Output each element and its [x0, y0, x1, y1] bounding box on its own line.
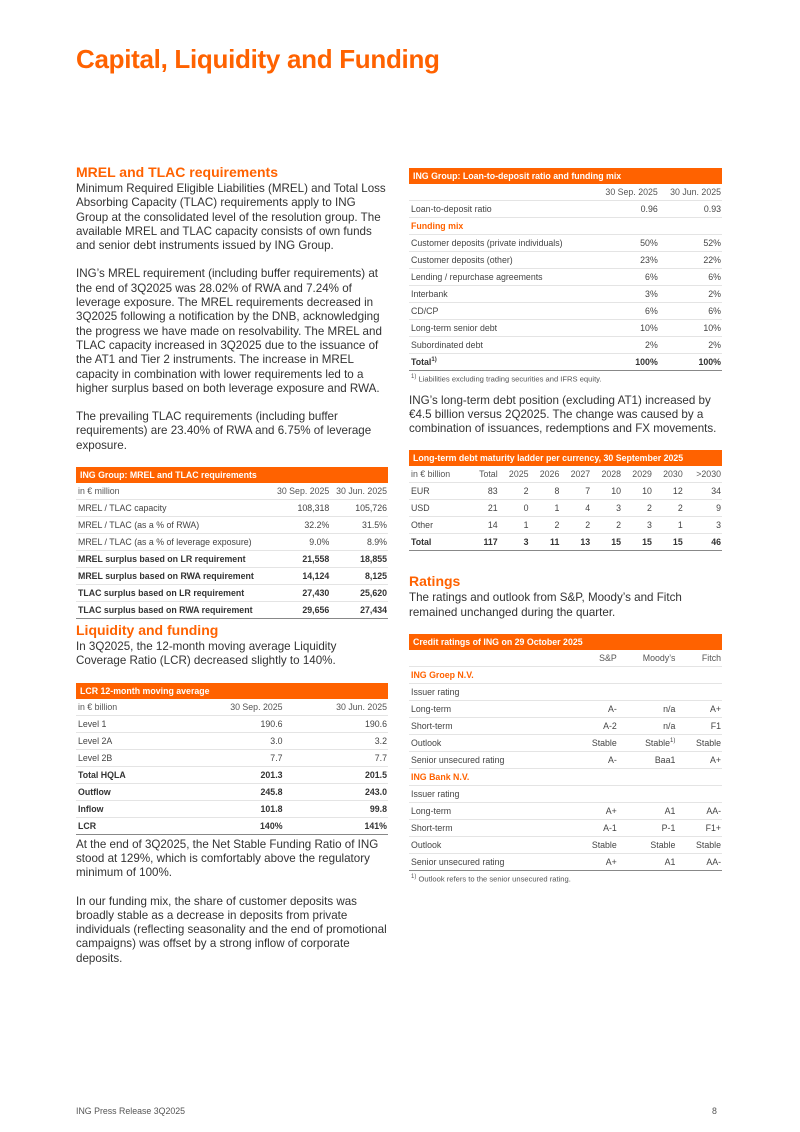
- table-row: [76, 817, 388, 834]
- cell-value: Stable: [572, 837, 618, 854]
- ratings-footnote: $^{1)}$ Outlook refers to the senior unsecured rating.: [411, 874, 571, 884]
- row-label: Senior unsecured rating: [409, 854, 572, 871]
- cell-value: 3: [499, 534, 530, 551]
- cell-value: 2: [530, 517, 561, 534]
- table-row: [409, 483, 722, 500]
- cell-value: 2: [560, 517, 591, 534]
- table-row: [409, 718, 722, 735]
- table-header-row: [76, 483, 388, 500]
- column-header: 30 Jun. 2025: [330, 483, 388, 500]
- liquidity-heading: Liquidity and funding: [76, 622, 219, 639]
- cell-value: n/a: [618, 718, 677, 735]
- row-label: Short-term: [409, 718, 572, 735]
- cell-value: 243.0: [284, 783, 388, 800]
- mrel-paragraph-1: Minimum Required Eligible Liabilities (MREL) and Total Loss Absorbing Capacity (TLAC) requirements apply to ING Group at the consolidated level of the resolution group. The available MREL and TLAC capacity consists of own funds and senior debt instruments issued by ING Group.: [76, 182, 386, 253]
- ratings-paragraph: The ratings and outlook from S&P, Moody’s and Fitch remained unchanged during the quarter.: [409, 591, 682, 619]
- cell-value: AA-: [676, 854, 722, 871]
- column-header: in € billion: [76, 699, 176, 716]
- row-label: TLAC surplus based on RWA requirement: [76, 602, 271, 619]
- cell-value: 3: [684, 517, 722, 534]
- cell-value: 8,125: [330, 568, 388, 585]
- left-column: [76, 164, 388, 980]
- row-label: Long-term: [409, 803, 572, 820]
- cell-value: 34: [684, 483, 722, 500]
- cell-value: 3.0: [176, 732, 283, 749]
- table-row: [409, 701, 722, 718]
- table-row: [76, 517, 388, 534]
- cell-value: A1: [618, 854, 677, 871]
- cell-value: A-2: [572, 718, 618, 735]
- table-row: [76, 500, 388, 517]
- column-header: 30 Jun. 2025: [659, 184, 722, 201]
- maturity-table-title: Long-term debt maturity ladder per currency, 30 September 2025: [409, 450, 722, 466]
- table-row: [409, 854, 722, 871]
- cell-value: 21: [469, 500, 498, 517]
- cell-value: 52%: [659, 235, 722, 252]
- cell-value: 13: [560, 534, 591, 551]
- table-total-row: [409, 534, 722, 551]
- row-label: Outlook: [409, 837, 572, 854]
- cell-value: 10: [591, 483, 622, 500]
- row-label: Subordinated debt: [409, 337, 594, 354]
- cell-value: 140%: [176, 817, 283, 834]
- row-label: Outflow: [76, 783, 176, 800]
- mrel-table: [76, 467, 388, 619]
- table-row: [76, 732, 388, 749]
- cell-value: 32.2%: [271, 517, 330, 534]
- cell-value: Stable: [618, 837, 677, 854]
- cell-value: 190.6: [176, 715, 283, 732]
- column-header: S&P: [572, 650, 618, 667]
- table-subheader-row: [409, 769, 722, 786]
- cell-value: A+: [676, 701, 722, 718]
- right-column: [409, 168, 722, 894]
- cell-value: 2: [499, 483, 530, 500]
- cell-value: 201.3: [176, 766, 283, 783]
- cell-value: F1: [676, 718, 722, 735]
- cell-value: 0: [499, 500, 530, 517]
- maturity-table: [409, 450, 722, 551]
- cell-value: 14: [469, 517, 498, 534]
- cell-value: 3: [591, 500, 622, 517]
- column-header: Fitch: [676, 650, 722, 667]
- cell-value: 31.5%: [330, 517, 388, 534]
- table-row: [76, 749, 388, 766]
- cell-value: 15: [622, 534, 653, 551]
- row-label: Lending / repurchase agreements: [409, 269, 594, 286]
- row-label: Issuer rating: [409, 684, 722, 701]
- cell-value: AA-: [676, 803, 722, 820]
- cell-value: 6%: [659, 269, 722, 286]
- cell-value: 100%: [659, 354, 722, 371]
- table-row: [409, 337, 722, 354]
- cell-value: 101.8: [176, 800, 283, 817]
- cell-value: A+: [676, 752, 722, 769]
- cell-value: A1: [618, 803, 677, 820]
- table-header-row: [76, 699, 388, 716]
- cell-value: F1+: [676, 820, 722, 837]
- cell-value: 6%: [594, 303, 659, 320]
- table-row: [409, 235, 722, 252]
- ratings-table-title: Credit ratings of ING on 29 October 2025: [409, 634, 722, 650]
- cell-value: 27,434: [330, 602, 388, 619]
- row-label: TLAC surplus based on LR requirement: [76, 585, 271, 602]
- page-title: Capital, Liquidity and Funding: [76, 44, 440, 74]
- cell-value: 83: [469, 483, 498, 500]
- row-label: Interbank: [409, 286, 594, 303]
- row-label: Short-term: [409, 820, 572, 837]
- row-label: MREL surplus based on RWA requirement: [76, 568, 271, 585]
- table-total-row: [409, 354, 722, 371]
- cell-value: A-: [572, 752, 618, 769]
- cell-value: 1: [530, 500, 561, 517]
- row-label: Other: [409, 517, 469, 534]
- column-header: 30 Sep. 2025: [176, 699, 283, 716]
- ltd-table: [409, 168, 722, 371]
- page-number: 8: [712, 1106, 717, 1116]
- cell-value: A+: [572, 854, 618, 871]
- cell-value: 105,726: [330, 500, 388, 517]
- cell-value: 8: [530, 483, 561, 500]
- cell-value: 15: [653, 534, 684, 551]
- table-row: [409, 500, 722, 517]
- cell-value: 190.6: [284, 715, 388, 732]
- table-row: [409, 286, 722, 303]
- row-label: Inflow: [76, 800, 176, 817]
- column-header: 2029: [622, 466, 653, 483]
- mrel-paragraph-3: The prevailing TLAC requirements (including buffer requirements) are 23.40% of RWA and 6.75% of leverage exposure.: [76, 410, 372, 452]
- cell-value: 108,318: [271, 500, 330, 517]
- cell-value: 3: [622, 517, 653, 534]
- row-label: Level 2A: [76, 732, 176, 749]
- row-label: Senior unsecured rating: [409, 752, 572, 769]
- cell-value: 3.2: [284, 732, 388, 749]
- row-label: MREL surplus based on LR requirement: [76, 551, 271, 568]
- mrel-heading: MREL and TLAC requirements: [76, 164, 278, 180]
- row-label: Level 2B: [76, 749, 176, 766]
- ltd-paragraph: ING’s long-term debt position (excluding AT1) increased by €4.5 billion versus 2Q2025. The change was caused by a combination of issuances, redemptions and FX movements.: [409, 393, 717, 436]
- cell-value: 6%: [594, 269, 659, 286]
- table-header-row: [409, 184, 722, 201]
- cell-value: 4: [560, 500, 591, 517]
- column-header: [409, 184, 594, 201]
- row-label: LCR: [76, 817, 176, 834]
- row-label: Total$^{1)}$: [409, 354, 594, 371]
- cell-value: 9: [684, 500, 722, 517]
- table-row: [409, 252, 722, 269]
- cell-value: 12: [653, 483, 684, 500]
- cell-value: 29,656: [271, 602, 330, 619]
- table-row: [409, 303, 722, 320]
- table-row: [76, 585, 388, 602]
- cell-value: 0.93: [659, 201, 722, 218]
- cell-value: 6%: [659, 303, 722, 320]
- group-name: ING Groep N.V.: [409, 667, 722, 684]
- cell-value: 2: [622, 500, 653, 517]
- cell-value: 7: [560, 483, 591, 500]
- ratings-table: [409, 634, 722, 871]
- liquidity-paragraph-3: In our funding mix, the share of customer deposits was broadly stable as a decrease in deposits from private individuals (reflecting seasonality and the end of promotional campaigns) was offset by a strong inflow of corporate deposits.: [76, 894, 387, 965]
- column-header: 2025: [499, 466, 530, 483]
- cell-value: 117: [469, 534, 498, 551]
- cell-value: Stable: [676, 837, 722, 854]
- ltd-footnote: $^{1)}$ Liabilities excluding trading securities and IFRS equity.: [411, 374, 602, 384]
- table-row: [409, 684, 722, 701]
- table-row: [409, 320, 722, 337]
- cell-value: 27,430: [271, 585, 330, 602]
- cell-value: 3%: [594, 286, 659, 303]
- table-row: [409, 517, 722, 534]
- cell-value: 1: [653, 517, 684, 534]
- column-header: in € billion: [409, 466, 469, 483]
- funding-mix-label: Funding mix: [409, 218, 722, 235]
- row-label: Issuer rating: [409, 786, 722, 803]
- table-row: [409, 803, 722, 820]
- row-label: Customer deposits (private individuals): [409, 235, 594, 252]
- row-label: CD/CP: [409, 303, 594, 320]
- mrel-table-title: ING Group: MREL and TLAC requirements: [76, 467, 388, 483]
- table-row: [76, 783, 388, 800]
- row-label: MREL / TLAC capacity: [76, 500, 271, 517]
- cell-value: 15: [591, 534, 622, 551]
- table-row: [76, 766, 388, 783]
- table-row: [409, 820, 722, 837]
- ltd-table-title: ING Group: Loan-to-deposit ratio and funding mix: [409, 168, 722, 184]
- table-row: [76, 534, 388, 551]
- cell-value: 14,124: [271, 568, 330, 585]
- table-row: [409, 752, 722, 769]
- mrel-paragraph-2: ING’s MREL requirement (including buffer requirements) at the end of 3Q2025 was 28.02% of RWA and 7.24% of leverage exposure. The MREL requirements decreased in 3Q2025 following a notification by the DNB, acknowledging the progress we have made on resolvability. The MREL and TLAC capacity increased in 3Q2025 due to the issuance of the AT1 and Tier 2 instruments. The increase in MREL capacity in combination with lower requirements led to a higher surplus based on both leverage exposure and RWA.: [76, 267, 382, 395]
- cell-value: 9.0%: [271, 534, 330, 551]
- cell-value: 0.96: [594, 201, 659, 218]
- table-row: [409, 269, 722, 286]
- cell-value: 10: [622, 483, 653, 500]
- cell-value: 1: [499, 517, 530, 534]
- table-row: [409, 735, 722, 752]
- cell-value: A-1: [572, 820, 618, 837]
- column-header: 2026: [530, 466, 561, 483]
- cell-value: 2: [591, 517, 622, 534]
- cell-value: Stable: [676, 735, 722, 752]
- lcr-table: [76, 683, 388, 835]
- column-header: 30 Jun. 2025: [284, 699, 388, 716]
- table-row: [76, 568, 388, 585]
- cell-value: 2%: [659, 286, 722, 303]
- cell-value: 99.8: [284, 800, 388, 817]
- column-header: in € million: [76, 483, 271, 500]
- column-header: [409, 650, 572, 667]
- table-row: [76, 551, 388, 568]
- footer-publication: ING Press Release 3Q2025: [76, 1106, 186, 1116]
- liquidity-paragraph-2: At the end of 3Q2025, the Net Stable Funding Ratio of ING stood at 129%, which is comfortably above the regulatory minimum of 100%.: [76, 837, 379, 880]
- row-label: EUR: [409, 483, 469, 500]
- cell-value: 25,620: [330, 585, 388, 602]
- cell-value: 46: [684, 534, 722, 551]
- cell-value: 7.7: [176, 749, 283, 766]
- table-row: [76, 602, 388, 619]
- cell-value: 100%: [594, 354, 659, 371]
- cell-value: A+: [572, 803, 618, 820]
- ratings-heading: Ratings: [409, 573, 461, 590]
- cell-value: 201.5: [284, 766, 388, 783]
- cell-value: 10%: [594, 320, 659, 337]
- row-label: Long-term senior debt: [409, 320, 594, 337]
- row-label: USD: [409, 500, 469, 517]
- cell-value: n/a: [618, 701, 677, 718]
- cell-value: 10%: [659, 320, 722, 337]
- liquidity-paragraph-1: In 3Q2025, the 12-month moving average Liquidity Coverage Ratio (LCR) decreased slightly to 140%.: [76, 640, 337, 668]
- column-header: Moody’s: [618, 650, 677, 667]
- cell-value: Stable$^{1)}$: [618, 735, 677, 752]
- column-header: Total: [469, 466, 498, 483]
- cell-value: 2%: [594, 337, 659, 354]
- column-header: 2028: [591, 466, 622, 483]
- lcr-table-title: LCR 12-month moving average: [76, 683, 388, 699]
- column-header: 30 Sep. 2025: [594, 184, 659, 201]
- row-label: Long-term: [409, 701, 572, 718]
- column-header: 2027: [560, 466, 591, 483]
- table-header-row: [409, 466, 722, 483]
- cell-value: 50%: [594, 235, 659, 252]
- cell-value: Stable: [572, 735, 618, 752]
- table-subheader-row: [409, 218, 722, 235]
- row-label: Loan-to-deposit ratio: [409, 201, 594, 218]
- cell-value: 22%: [659, 252, 722, 269]
- cell-value: 7.7: [284, 749, 388, 766]
- row-label: MREL / TLAC (as a % of RWA): [76, 517, 271, 534]
- group-name: ING Bank N.V.: [409, 769, 722, 786]
- table-row: [409, 201, 722, 218]
- column-header: 30 Sep. 2025: [271, 483, 330, 500]
- cell-value: 2: [653, 500, 684, 517]
- row-label: Customer deposits (other): [409, 252, 594, 269]
- cell-value: Baa1: [618, 752, 677, 769]
- table-subheader-row: [409, 667, 722, 684]
- cell-value: A-: [572, 701, 618, 718]
- cell-value: 18,855: [330, 551, 388, 568]
- row-label: Outlook: [409, 735, 572, 752]
- table-row: [409, 786, 722, 803]
- row-label: MREL / TLAC (as a % of leverage exposure): [76, 534, 271, 551]
- cell-value: 245.8: [176, 783, 283, 800]
- row-label: Total HQLA: [76, 766, 176, 783]
- cell-value: 2%: [659, 337, 722, 354]
- row-label: Total: [409, 534, 469, 551]
- column-header: >2030: [684, 466, 722, 483]
- cell-value: 23%: [594, 252, 659, 269]
- cell-value: 21,558: [271, 551, 330, 568]
- cell-value: 11: [530, 534, 561, 551]
- table-row: [76, 800, 388, 817]
- row-label: Level 1: [76, 715, 176, 732]
- table-row: [76, 715, 388, 732]
- table-header-row: [409, 650, 722, 667]
- cell-value: P-1: [618, 820, 677, 837]
- table-row: [409, 837, 722, 854]
- column-header: 2030: [653, 466, 684, 483]
- cell-value: 141%: [284, 817, 388, 834]
- cell-value: 8.9%: [330, 534, 388, 551]
